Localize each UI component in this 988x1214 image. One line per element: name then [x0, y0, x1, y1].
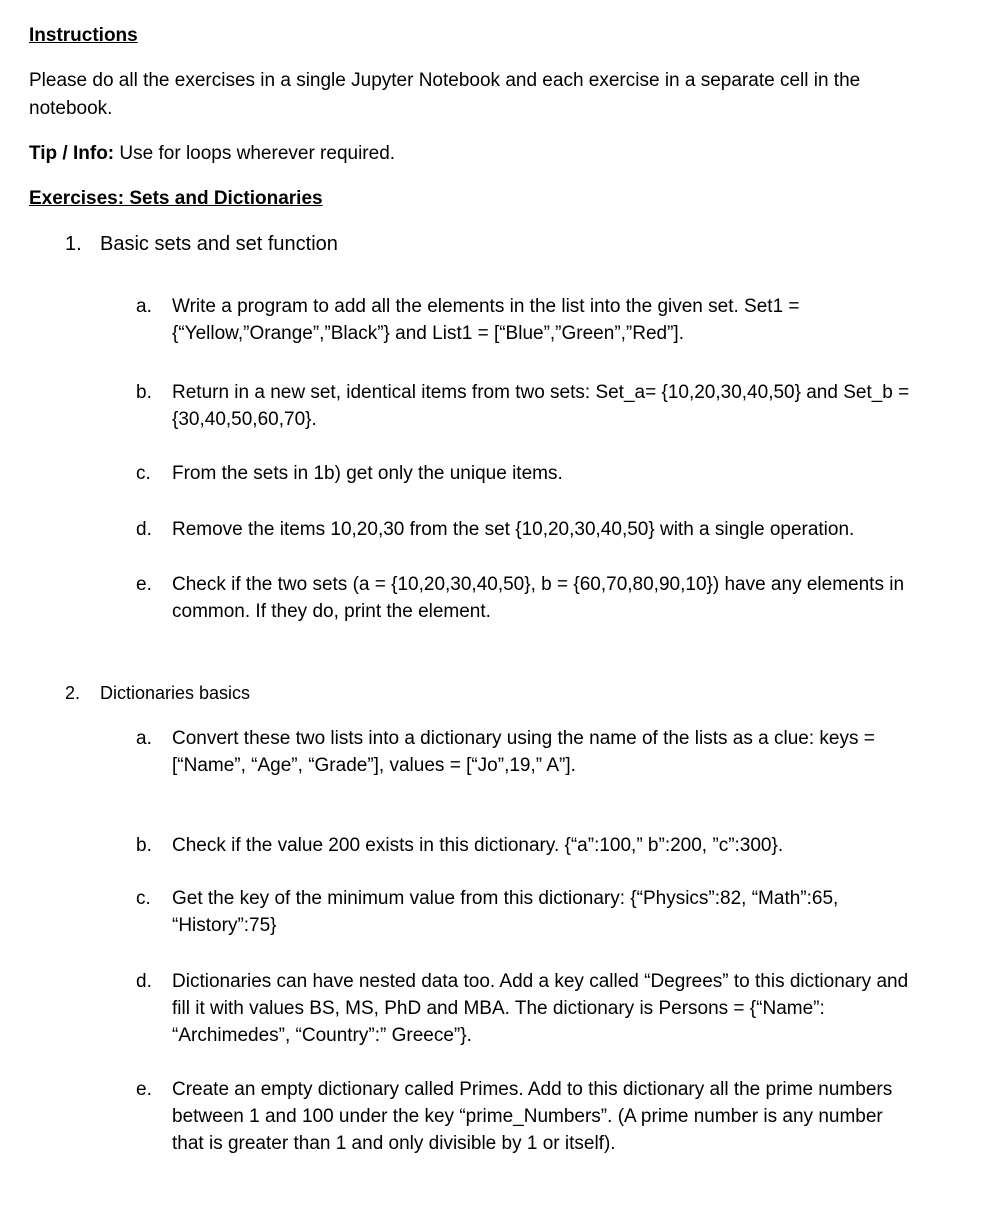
- item-2a-text: [172, 725, 875, 779]
- item-1e-line: Check if the two sets (a = {10,20,30,40,50}, b = {60,70,80,90,10}) have any elements in: [172, 574, 905, 595]
- item-1a-line: {“Yellow,”Orange”,”Black”} and List1 = [“Blue”,”Green”,”Red”].: [172, 323, 684, 344]
- item-2a-line: [“Name”, “Age”, “Grade”], values = [“Jo”,19,” A”].: [172, 755, 576, 776]
- item-2c-letter: c.: [136, 888, 151, 909]
- item-2d-line: Dictionaries can have nested data too. Add a key called “Degrees” to this dictionary and: [172, 971, 909, 992]
- item-2a-line: Convert these two lists into a dictionary using the name of the lists as a clue: keys =: [172, 728, 875, 749]
- item-2d-text: [172, 968, 908, 1049]
- section-2-title: Dictionaries basics: [100, 683, 251, 703]
- item-1b-letter: b.: [136, 382, 152, 403]
- item-2b-text: [172, 832, 783, 859]
- tip-paragraph: [29, 140, 395, 167]
- exercises-heading: Exercises: Sets and Dictionaries: [29, 188, 323, 209]
- item-1e-text: [172, 571, 904, 625]
- item-2c-text: [172, 885, 838, 939]
- section-1-number: 1.: [65, 233, 82, 255]
- item-2e-line: that is greater than 1 and only divisible by 1 or itself).: [172, 1133, 616, 1154]
- tip-label: Tip / Info:: [29, 143, 115, 164]
- item-1c-letter: c.: [136, 463, 151, 484]
- item-1c-line: From the sets in 1b) get only the unique items.: [172, 463, 563, 484]
- intro-line-1: Please do all the exercises in a single Jupyter Notebook and each exercise in a separate cell in the: [29, 70, 861, 91]
- intro-line-2: notebook.: [29, 98, 113, 119]
- item-1c-text: [172, 460, 563, 487]
- item-2a-letter: a.: [136, 728, 152, 749]
- item-2e-line: Create an empty dictionary called Primes. Add to this dictionary all the prime numbers: [172, 1079, 893, 1100]
- item-2b-letter: b.: [136, 835, 152, 856]
- item-2e-line: between 1 and 100 under the key “prime_Numbers”. (A prime number is any number: [172, 1106, 883, 1127]
- item-1e-letter: e.: [136, 574, 152, 595]
- item-1a-text: [172, 293, 800, 347]
- item-1d-text: [172, 516, 854, 543]
- item-2d-letter: d.: [136, 971, 152, 992]
- section-2-number: 2.: [65, 683, 81, 703]
- item-2d-line: fill it with values BS, MS, PhD and MBA. The dictionary is Persons = {“Name”:: [172, 998, 825, 1019]
- item-1b-line: Return in a new set, identical items from two sets: Set_a= {10,20,30,40,50} and Set_b =: [172, 382, 910, 403]
- instructions-heading: Instructions: [29, 25, 138, 46]
- item-1e-line: common. If they do, print the element.: [172, 601, 491, 622]
- item-2b-line: Check if the value 200 exists in this dictionary. {“a”:100,” b”:200, ”c”:300}.: [172, 835, 784, 856]
- item-2e-letter: e.: [136, 1079, 152, 1100]
- item-1a-line: Write a program to add all the elements in the list into the given set. Set1 =: [172, 296, 800, 317]
- item-1a-letter: a.: [136, 296, 152, 317]
- item-2c-line: Get the key of the minimum value from this dictionary: {“Physics”:82, “Math”:65,: [172, 888, 839, 909]
- section-1-title: Basic sets and set function: [100, 233, 338, 255]
- item-2e-text: [172, 1076, 892, 1157]
- item-2c-line: “History”:75}: [172, 915, 277, 936]
- item-1d-line: Remove the items 10,20,30 from the set {10,20,30,40,50} with a single operation.: [172, 519, 855, 540]
- item-1b-text: [172, 379, 909, 433]
- item-1d-letter: d.: [136, 519, 152, 540]
- tip-text: Use for loops wherever required.: [114, 143, 396, 164]
- item-1b-line: {30,40,50,60,70}.: [172, 409, 317, 430]
- item-2d-line: “Archimedes”, “Country”:” Greece”}.: [172, 1025, 472, 1046]
